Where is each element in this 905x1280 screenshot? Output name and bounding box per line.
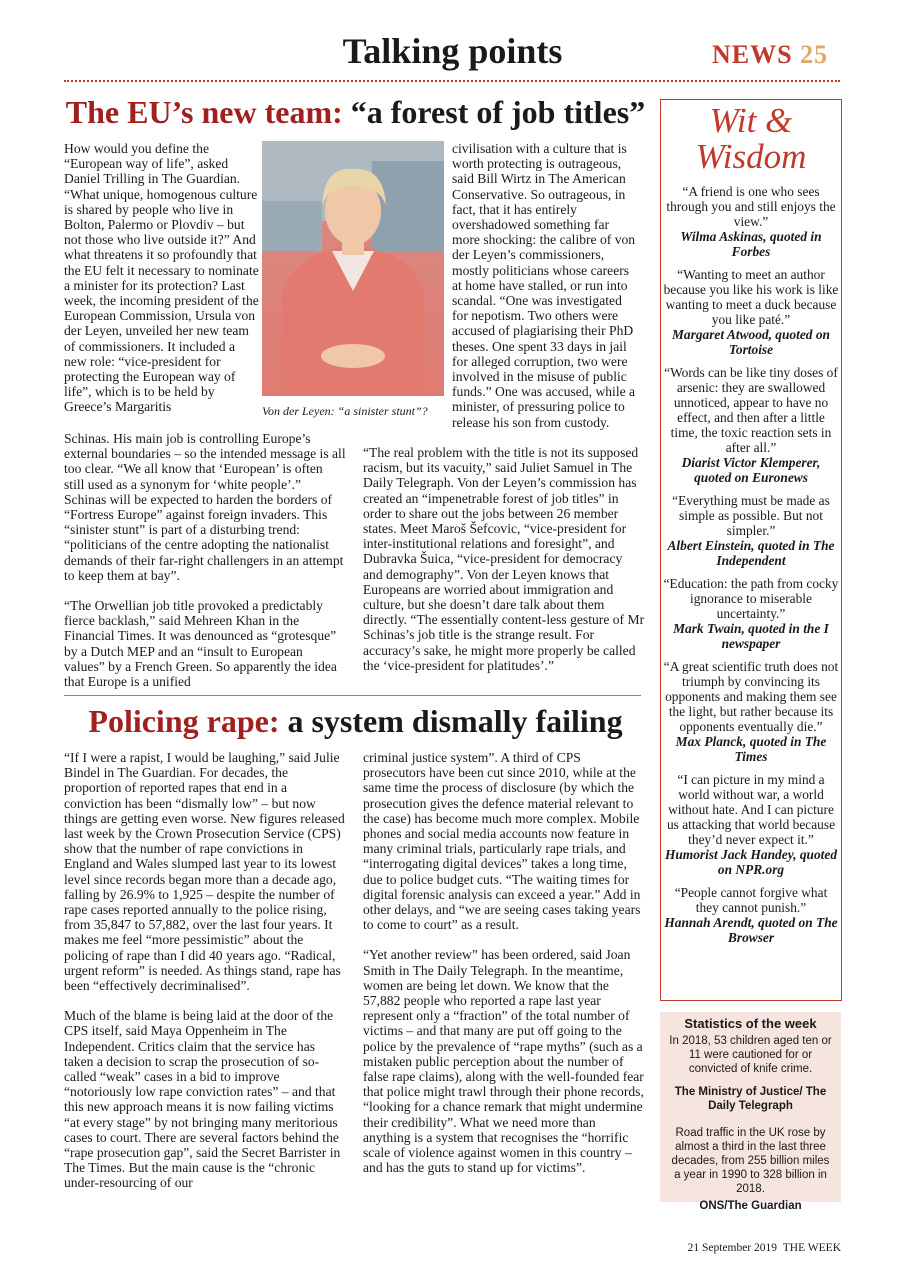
article2-left-p2: Much of the blame is being laid at the door of the CPS itself, said Maya Oppenheim in The Independent. Critics claim that the service has taken a decision to scrap the prosecution of so-called “weak” cases in a bid to improve “notoriously low rape conviction rates” – and that this new approach means it is now failing victims “at every stage” by not bringing many meritorious cases to court. There are several factors behind the “rape prosecution gap”, said the Secret Barrister in The Times. But the main cause is the “chronic under-resourcing of our	[64, 1008, 341, 1191]
statistics-source-1: The Ministry of Justice/ The Daily Telegraph	[674, 1086, 827, 1112]
quote-item	[662, 493, 840, 568]
quote-text: “A great scientific truth does not triumph by convincing its opponents and making them see the light, but rather because its opponents eventually die.”	[663, 659, 839, 734]
page-number: 25	[800, 40, 829, 69]
quote-text: “I can picture in my mind a world without war, a world without hate. And I can picture us attacking that world because they’d never expect it.”	[666, 772, 836, 847]
article-divider	[64, 695, 641, 696]
quote-attribution: Mark Twain, quoted in the I newspaper	[673, 621, 829, 651]
statistics-item-2: Road traffic in the UK rose by almost a third in the last three decades, from 255 billion miles a year in 1990 to 328 billion in 2018.	[671, 1127, 830, 1195]
quote-item	[662, 885, 840, 945]
statistics-source-2: ONS/The Guardian	[699, 1200, 802, 1212]
wit-title-line2: Wisdom	[695, 137, 807, 176]
article1-headline-black: “a forest of job titles”	[342, 94, 646, 130]
article2-right-column	[363, 750, 645, 1190]
wit-quotes-list	[662, 184, 840, 953]
article1-headline	[64, 94, 647, 131]
quote-attribution: Max Planck, quoted in The Times	[675, 734, 827, 764]
quote-attribution: Margaret Atwood, quoted on Tortoise	[672, 327, 830, 357]
article2-left-p1: “If I were a rapist, I would be laughing,” said Julie Bindel in The Guardian. For decades, the proportion of reported rapes that end in a conviction has been “dismally low” – but now things are getting even worse. New figures released last week by the Crown Prosecution Service (CPS) show that the number of rape convictions in England and Wales slumped last year to its lowest level since records began more than a decade ago, falling by 26.9% to 1,925 – despite the number of rape cases reported annually to the police rising, from 35,847 to 57,882, over the last four years. It makes me feel “more pessimistic” about the policing of rape than I did 40 years ago. “Radical, urgent reform” is needed. As things stand, rape has been “effectively decriminalised”.	[64, 750, 345, 994]
quote-item	[662, 267, 840, 357]
statistics-item-1: In 2018, 53 children aged ten or 11 were cautioned for or convicted of knife crime.	[669, 1035, 832, 1075]
page-title: Talking points	[342, 31, 563, 71]
quote-attribution: Wilma Askinas, quoted in Forbes	[680, 229, 822, 259]
article1-right-upper-text: civilisation with a culture that is worth protecting is outrageous, said Bill Wirtz in The American Conservative. So outrageous, in fact, that it has entirely overshadowed something far more shocking: the calibre of von der Leyen’s commissioners, mostly politicians whose careers at home have stalled, or run into scandal. “One was investigated for nepotism. Two others were accused of plagiarising their PhD theses. One spent 33 days in jail for alleged corruption, two were involved in the misuse of public funds.” One was accused, while a minister, of pressuring police to release his son from custody.	[452, 141, 636, 430]
article2-left-column	[64, 750, 346, 1206]
header-divider	[64, 80, 840, 82]
quote-attribution: Humorist Jack Handey, quoted on NPR.org	[664, 847, 838, 877]
page-footer	[688, 1242, 841, 1254]
von-der-leyen-photo	[262, 141, 444, 396]
portrait-illustration	[262, 141, 444, 396]
quote-item	[662, 365, 840, 485]
article1-left-lower	[64, 431, 346, 704]
article1-left-lower-p1: Schinas. His main job is controlling Europe’s external boundaries – so the intended message is all too clear. “We all know that ‘European’ is often still used as a synonym for ‘white people’.” Schinas will be expected to harden the borders of “Fortress Europe” against foreign invaders. This “sinister stunt” is part of a disturbing trend: “politicians of the centre adopting the nationalist demands of their far-right challengers in an attempt to keep them at bay”.	[64, 431, 346, 583]
article1-right-lower-text: “The real problem with the title is not its supposed racism, but its vacuity,” said Juliet Samuel in The Daily Telegraph. Von der Leyen’s commission has created an “impenetrable forest of job titles” in order to share out the jobs between 26 member states. Meet Maroš Šefcovic, “vice-president for inter-institutional relations and foresight”, and Dubravka Šuica, “vice-president for democracy and demography”. Von der Leyen knows that Europeans are worried about immigration and culture, but she doesn’t dare talk about them directly. “The essentially content-less gesture of Mr Schinas’s job title is the strange result. For accuracy’s sake, he might more properly be called the ‘vice-president for platitudes’.”	[363, 445, 645, 673]
quote-attribution: Hannah Arendt, quoted on The Browser	[664, 915, 838, 945]
quote-text: “Wanting to meet an author because you like his work is like wanting to meet a duck because you like paté.”	[663, 267, 839, 327]
statistics-title: Statistics of the week	[684, 1016, 817, 1031]
article2-right-p1: criminal justice system”. A third of CPS prosecutors have been cut since 2010, while at the same time the process of disclosure (by which the prosecution gives the defence material relevant to the case) has become much more complex. Mobile phones and social media accounts now feature in many criminal trials, particularly rape trials, and “interrogating digital devices” takes a long time, due to police budget cuts. “The waiting times for digital forensic analysis can exceed a year.” Add in other delays, and “we are seeing cases taking years to come to court” as a result.	[363, 750, 641, 933]
quote-attribution: Diarist Victor Klemperer, quoted on Euronews	[681, 455, 821, 485]
wit-title-line1: Wit &	[709, 101, 793, 140]
footer-date: 21 September 2019	[687, 1242, 778, 1254]
quote-text: “Education: the path from cocky ignorance to miserable uncertainty.”	[663, 576, 839, 621]
article2-right-p2: “Yet another review” has been ordered, said Joan Smith in The Daily Telegraph. In the meantime, women are being let down. We know that the 57,882 people who reported a rape last year represent only a “fraction” of the total number of victims – and that many are put off going to the police by the prevalence of “rape myths” (such as a mistaken public perception about the number of false rape claims), along with the well-founded fear that police might trawl through their phone records, “looking for a chance remark that might undermine their credibility”. What we need more than anything is a system that recognises the “horrific scale of violence against women in this country – and has the guts to stand up for victims”.	[363, 947, 644, 1176]
article2-headline-red: Policing rape:	[88, 703, 280, 739]
section-label	[712, 40, 828, 70]
quote-attribution: Albert Einstein, quoted in The Independent	[667, 538, 835, 568]
quote-item	[662, 576, 840, 651]
quote-text: “People cannot forgive what they cannot punish.”	[674, 885, 828, 915]
statistics-box	[660, 1012, 841, 1212]
quote-text: “A friend is one who sees through you and still enjoys the view.”	[666, 184, 836, 229]
wit-wisdom-title	[660, 103, 842, 175]
photo-caption: Von der Leyen: “a sinister stunt”?	[262, 404, 428, 418]
quote-text: “Everything must be made as simple as possible. But not simpler.”	[672, 493, 830, 538]
article1-left-lower-p2: “The Orwellian job title provoked a predictably fierce backlash,” said Mehreen Khan in the Financial Times. It was denounced as “grotesque” by a Dutch MEP and an “insult to European values” by a French Green. So apparently the idea that Europe is a unified	[64, 598, 337, 690]
quote-item	[662, 659, 840, 764]
section-name: NEWS	[712, 40, 793, 69]
article2-headline-black: a system dismally failing	[279, 703, 623, 739]
article1-left-upper-text: How would you define the “European way of life”, asked Daniel Trilling in The Guardian. “What unique, homogenous culture is shared by people who live in Bolton, Palermo or Plovdiv – but not those who live outside it?” And what threatens it so profoundly that the EU felt it necessary to nominate a minister for its protection? Last week, the incoming president of the European Commission, Ursula von der Leyen, unveiled her new team of commissioners. It included a new role: “vice-president for protecting the European way of life”, which is to be held by Greece’s Margaritis	[64, 141, 259, 415]
quote-item	[662, 772, 840, 877]
quote-item	[662, 184, 840, 259]
article1-headline-red: The EU’s new team:	[65, 94, 343, 130]
article2-headline	[64, 703, 647, 740]
quote-text: “Words can be like tiny doses of arsenic: they are swallowed unnoticed, appear to have no effect, and then after a little time, the toxic reaction sets in after all.”	[664, 365, 838, 455]
footer-publication: THE WEEK	[782, 1242, 841, 1254]
